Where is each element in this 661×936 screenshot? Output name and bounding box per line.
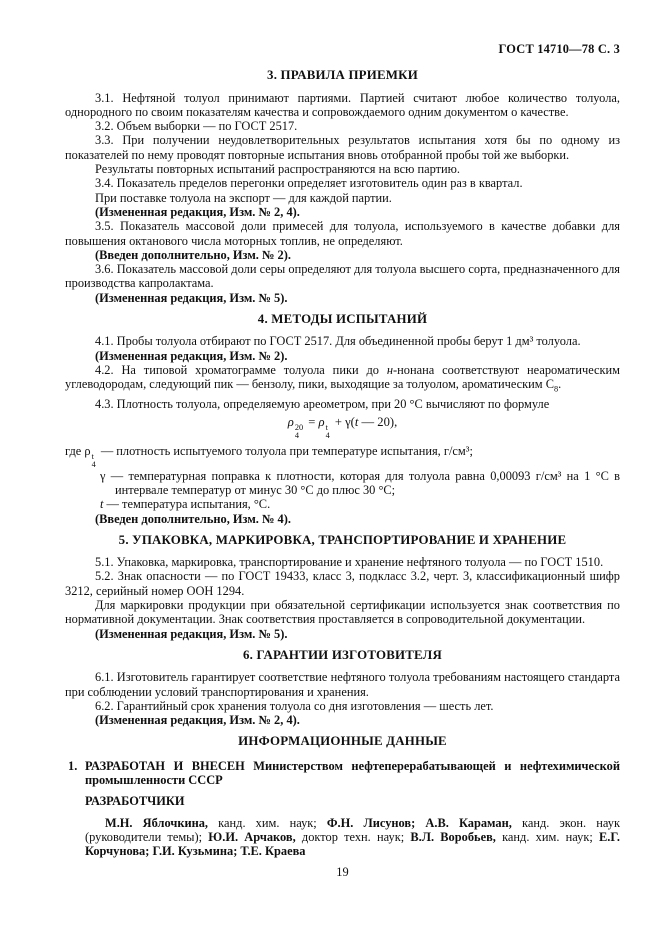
info-item-1-number: 1. bbox=[68, 758, 78, 773]
developer-degree: канд. экон. наук (руководители темы); bbox=[85, 815, 620, 844]
t-definition bbox=[65, 497, 620, 511]
developer-name: М.Н. Яблочкина, bbox=[105, 815, 209, 830]
page-header bbox=[65, 42, 620, 56]
section-5-heading: 5. УПАКОВКА, МАРКИРОВКА, ТРАНСПОРТИРОВАНИЕ И ХРАНЕНИЕ bbox=[118, 532, 567, 547]
paragraph-6-1: 6.1. Изготовитель гарантирует соответствие нефтяного толуола требованиям настоящего стандарта при соблюдении условий транспортирования и хранения. bbox=[65, 670, 620, 699]
amendment-note-4-1: (Измененная редакция, Изм. № 2). bbox=[95, 348, 288, 363]
paragraph-4-2-text-a: 4.2. На типовой хроматограмме толуола пики до bbox=[95, 362, 387, 377]
gamma-term: + γ( bbox=[331, 415, 355, 430]
paragraph-5-2-marking: Для маркировки продукции при обязательной сертификации используется знак соответствия по нормативной документации. Знак соответствия проставляется в сопроводительной документации. bbox=[65, 598, 620, 627]
developer-degree: доктор техн. наук; bbox=[295, 829, 411, 844]
paragraph-3-5: 3.5. Показатель массовой доли примесей для толуола, используемого в качестве добавки для повышения октанового числа моторных топлив, не определяют. bbox=[65, 219, 620, 248]
developer-name: Ф.Н. Лисунов; А.В. Караман, bbox=[326, 815, 512, 830]
paragraph-4-2-text-b: -нонана соответствуют неароматическим углеводородам, следующий пик — бензолу, пики, выходящие за толуолом, ароматическим С bbox=[65, 362, 620, 392]
rho-20-4-indices: 20 4 bbox=[294, 423, 304, 440]
gamma-definition: γ — температурная поправка к плотности, которая для толуола равна 0,00093 г/см³ на 1 °С в интервале температур от минус 30 °С до плюс 30 °С; bbox=[100, 468, 620, 497]
developer-degree: канд. хим. наук; bbox=[495, 829, 600, 844]
rho-t-4-indices: t 4 bbox=[325, 423, 330, 440]
c8-subscript: 8 bbox=[554, 384, 559, 394]
t-variable: t bbox=[354, 415, 359, 430]
where-text-b: — плотность испытуемого толуола при температуре испытания, г/см³; bbox=[97, 444, 473, 459]
amendment-note-3-6: (Измененная редакция, Изм. № 5). bbox=[95, 290, 288, 305]
formula-where-line bbox=[65, 444, 620, 468]
paragraph-3-4-export: При поставке толуола на экспорт — для каждой партии. bbox=[95, 190, 392, 205]
paragraph-3-6: 3.6. Показатель массовой доли серы определяют для толуола высшего сорта, предназначенного для производства капролактама. bbox=[65, 262, 620, 291]
paragraph-3-3: 3.3. При получении неудовлетворительных результатов испытания хотя бы по одному из показателей по нему проводят повторные испытания вновь отобранной пробы той же выборки. bbox=[65, 133, 620, 162]
developer-name: Ю.И. Арчаков, bbox=[208, 829, 296, 844]
paragraph-3-1: 3.1. Нефтяной толуол принимают партиями. Партией считают любое количество толуола, однородного по своим показателям качества и сопровождаемого одним документом о качестве. bbox=[65, 90, 620, 119]
paragraph-6-2: 6.2. Гарантийный срок хранения толуола со дня изготовления — шесть лет. bbox=[95, 698, 494, 713]
amendment-note-3-5: (Введен дополнительно, Изм. № 2). bbox=[95, 247, 291, 262]
doc-reference: ГОСТ 14710—78 С. 3 bbox=[498, 42, 620, 56]
formula-tail: — 20), bbox=[358, 415, 398, 430]
developers-list bbox=[65, 816, 620, 859]
amendment-note-3-4: (Измененная редакция, Изм. № 2, 4). bbox=[95, 204, 300, 219]
paragraph-3-2: 3.2. Объем выборки — по ГОСТ 2517. bbox=[95, 119, 298, 134]
amendment-note-5: (Измененная редакция, Изм. № 5). bbox=[95, 626, 288, 641]
section-4-heading: 4. МЕТОДЫ ИСПЫТАНИЙ bbox=[257, 312, 428, 327]
info-item-1 bbox=[65, 759, 620, 788]
where-text-a: где ρ bbox=[65, 444, 91, 459]
developer-degree: канд. хим. наук; bbox=[208, 815, 327, 830]
t-variable: t bbox=[100, 497, 104, 512]
paragraph-5-1: 5.1. Упаковка, маркировка, транспортирование и хранение нефтяного толуола — по ГОСТ 1510. bbox=[95, 555, 604, 570]
paragraph-4-3: 4.3. Плотность толуола, определяемую ареометром, при 20 °С вычисляют по формуле bbox=[95, 397, 550, 411]
amendment-note-4-3: (Введен дополнительно, Изм. № 4). bbox=[95, 511, 291, 526]
paragraph-3-4: 3.4. Показатель пределов перегонки определяет изготовитель один раз в квартал. bbox=[95, 176, 523, 191]
paragraph-4-1: 4.1. Пробы толуола отбирают по ГОСТ 2517. Для объединенной пробы берут 1 дм³ толуола. bbox=[95, 334, 581, 349]
t-definition-text: — температура испытания, °С. bbox=[103, 497, 271, 512]
amendment-note-6: (Измененная редакция, Изм. № 2, 4). bbox=[95, 713, 300, 728]
info-item-1-text: РАЗРАБОТАН И ВНЕСЕН Министерством нефтеперерабатывающей и нефтехимической промышленности СССР bbox=[85, 758, 620, 788]
paragraph-5-2: 5.2. Знак опасности — по ГОСТ 19433, класс 3, подкласс 3.2, черт. 3, классификационный шифр 3212, серийный номер ООН 1294. bbox=[65, 569, 620, 598]
rho-symbol: ρ bbox=[287, 415, 294, 430]
developer-name: Е.Г. Корчунова; Г.И. Кузьмина; Т.Е. Краева bbox=[85, 829, 620, 859]
density-formula bbox=[65, 415, 620, 439]
page-number: 19 bbox=[336, 864, 349, 879]
paragraph-4-2-text-c: . bbox=[558, 377, 562, 392]
developers-heading: РАЗРАБОТЧИКИ bbox=[85, 794, 185, 809]
equals-sign: = bbox=[305, 415, 319, 430]
n-prefix-italic: н bbox=[386, 362, 394, 377]
developer-name: В.Л. Воробьев, bbox=[410, 829, 496, 844]
section-3-heading: 3. ПРАВИЛА ПРИЕМКИ bbox=[267, 68, 418, 83]
info-data-heading: ИНФОРМАЦИОННЫЕ ДАННЫЕ bbox=[238, 734, 447, 749]
paragraph-3-3-results: Результаты повторных испытаний распространяются на всю партию. bbox=[95, 162, 461, 177]
rho-t-4-indices: t 4 bbox=[91, 452, 96, 470]
paragraph-4-2 bbox=[65, 363, 620, 397]
section-6-heading: 6. ГАРАНТИИ ИЗГОТОВИТЕЛЯ bbox=[243, 647, 442, 662]
rho-symbol: ρ bbox=[318, 415, 325, 430]
